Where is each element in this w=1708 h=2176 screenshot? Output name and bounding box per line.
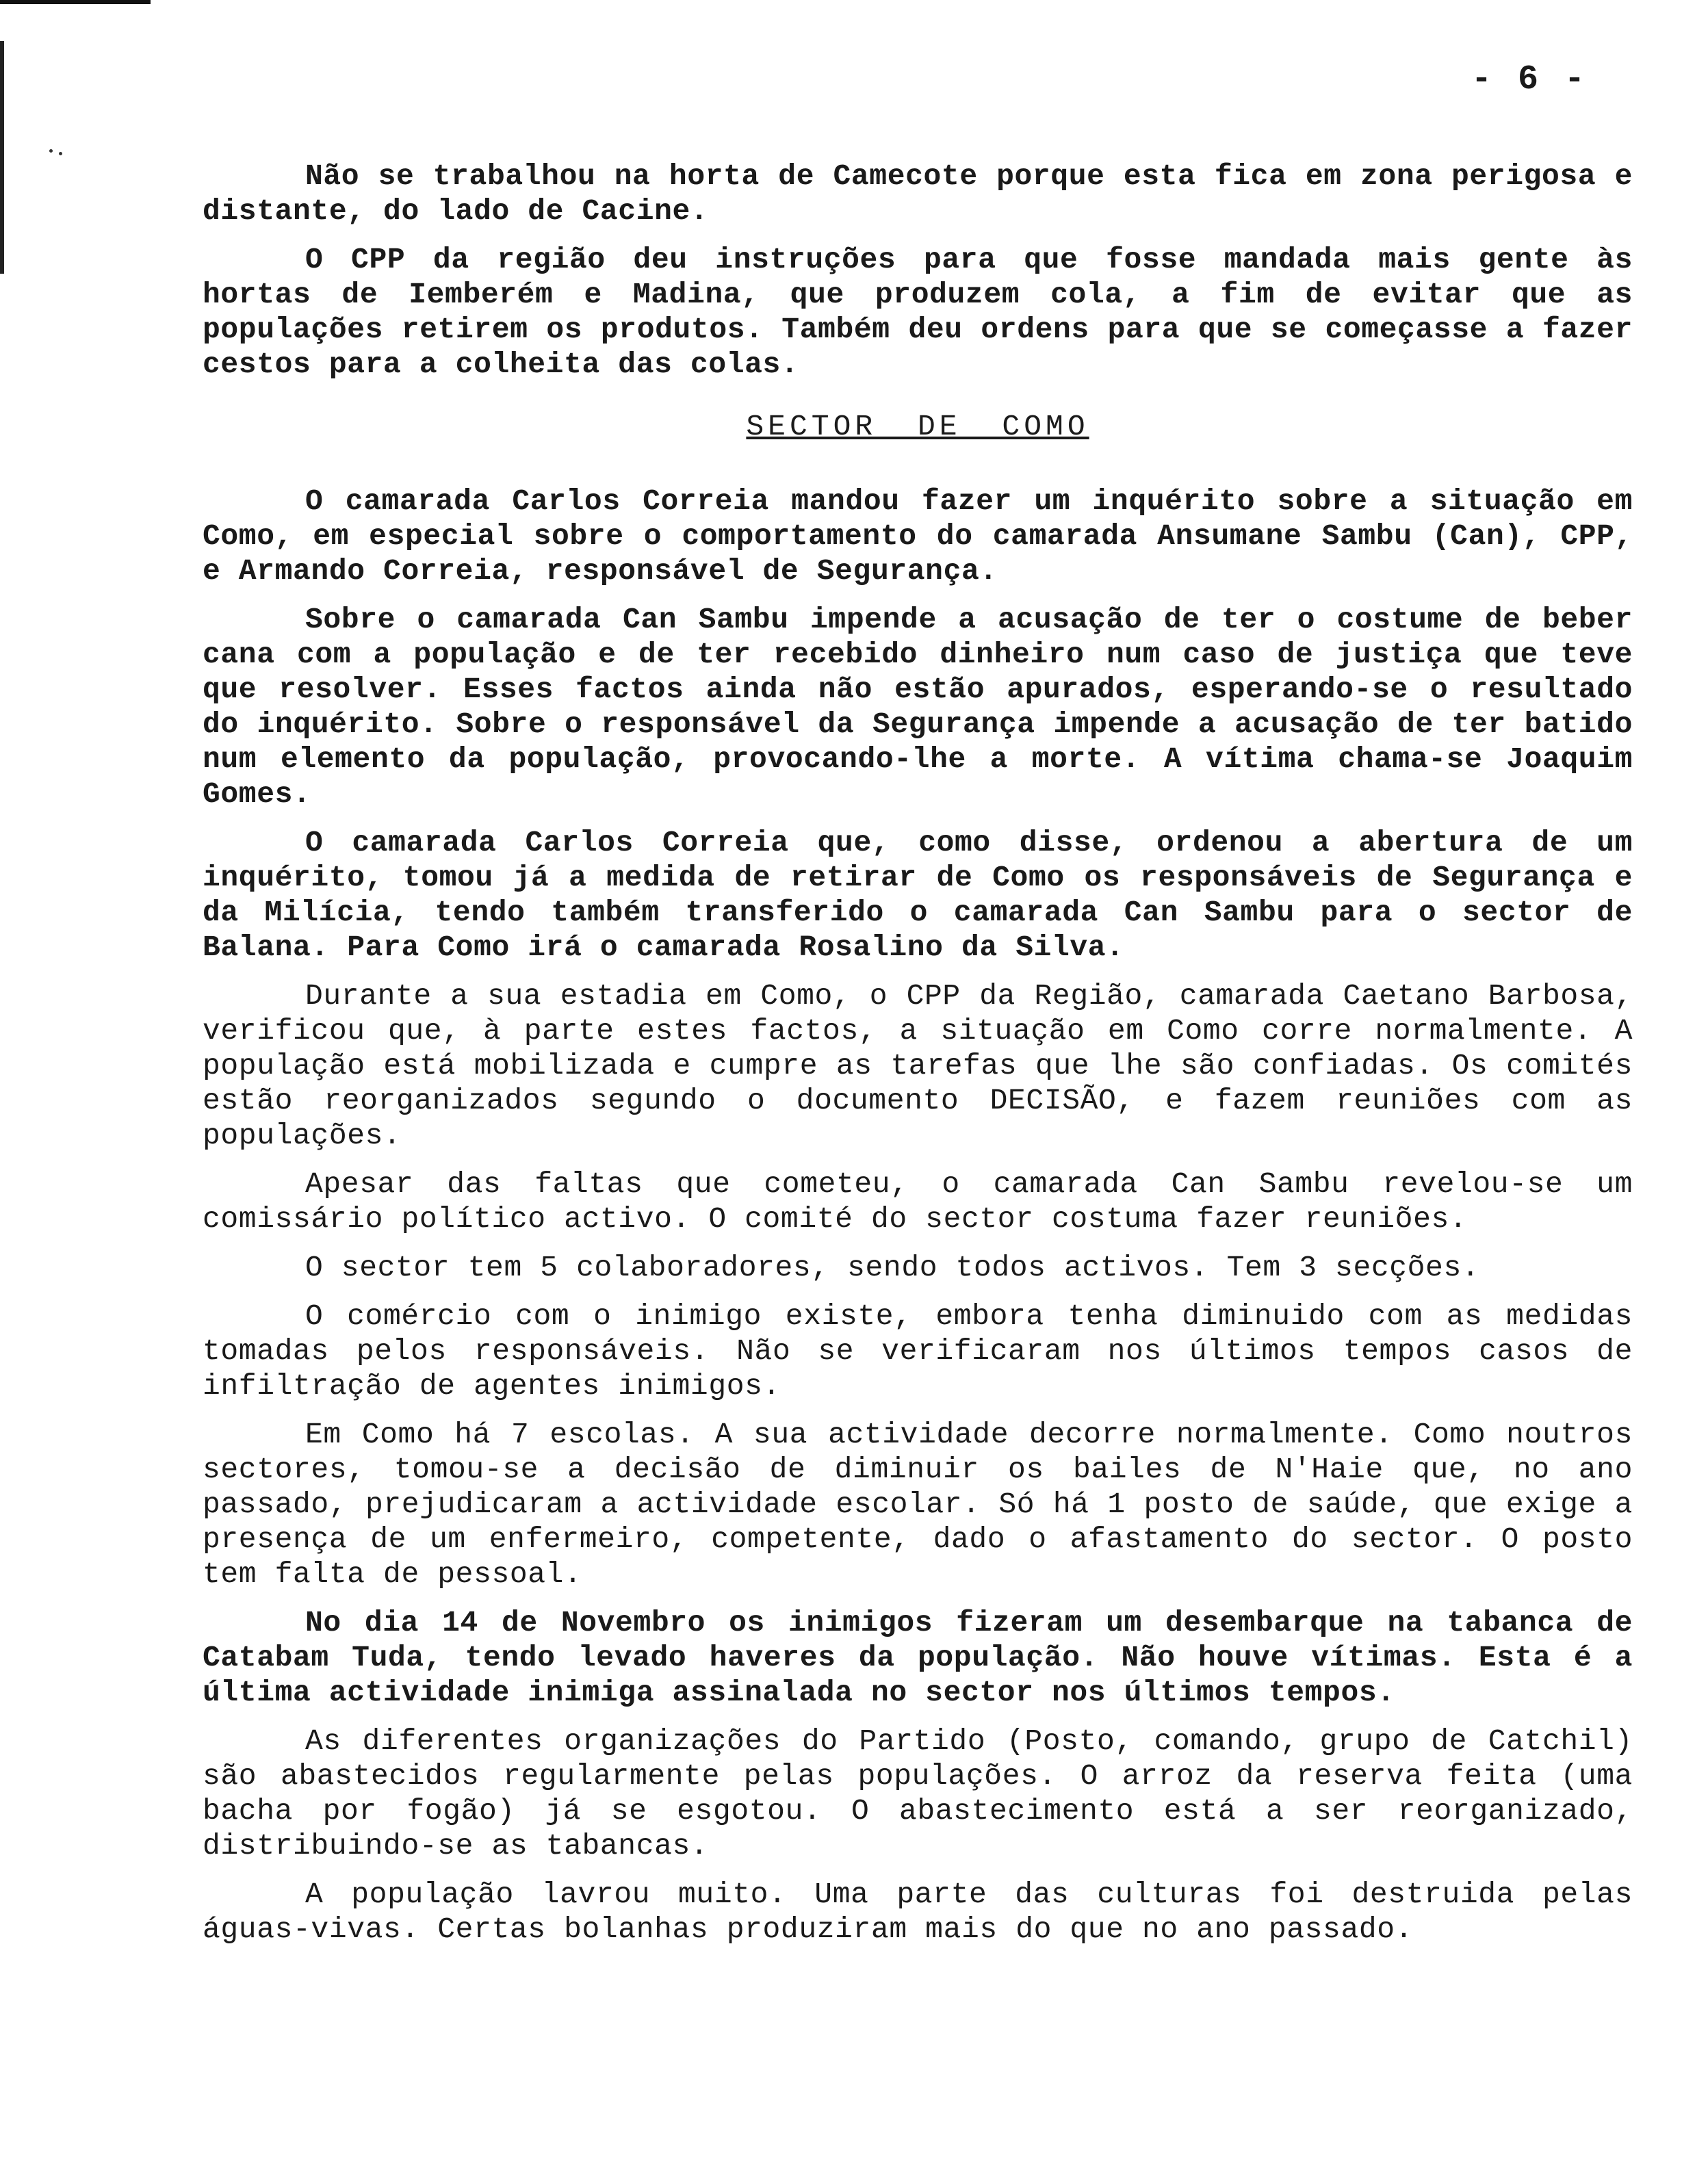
paragraph: O CPP da região deu instruções para que fosse mandada mais gente às hortas de Iemberém e Madina, que produzem cola, a fim de evitar que as populações retirem os produtos. Também deu ordens para que se começasse a fazer cestos para a colheita das colas. (203, 243, 1633, 381)
paragraph: A população lavrou muito. Uma parte das culturas foi destruida pelas águas-vivas. Certas bolanhas produziram mais do que no ano passado. (203, 1878, 1633, 1946)
scan-speck (49, 149, 53, 153)
paragraph: O sector tem 5 colaboradores, sendo todos activos. Tem 3 secções. (305, 1251, 1480, 1284)
section-heading: SECTOR DE COMO (746, 410, 1089, 443)
paragraph: O camarada Carlos Correia mandou fazer um inquérito sobre a situação em Como, em especial sobre o comportamento do camarada Ansumane Sambu (Can), CPP, e Armando Correia, responsável de Segurança. (203, 484, 1633, 588)
paragraph: No dia 14 de Novembro os inimigos fizeram um desembarque na tabanca de Catabam Tuda, tendo levado haveres da população. Não houve vítimas. Esta é a última actividade inimiga assinalada no sector nos últimos tempos. (203, 1606, 1633, 1709)
page-number: - 6 - (1471, 60, 1588, 99)
paragraph: O camarada Carlos Correia que, como disse, ordenou a abertura de um inquérito, tomou já a medida de retirar de Como os responsáveis de Segurança e da Milícia, tendo também transferido o camarada Can Sambu para o sector de Balana. Para Como irá o camarada Rosalino da Silva. (203, 826, 1633, 964)
paragraph: Durante a sua estadia em Como, o CPP da Região, camarada Caetano Barbosa, verificou que, à parte estes factos, a situação em Como corre normalmente. A população está mobilizada e cumpre as tarefas que lhe são confiadas. Os comités estão reorganizados segundo o documento DECISÃO, e fazem reuniões com as populações. (203, 979, 1633, 1152)
scan-edge-mark-left (0, 41, 4, 274)
paragraph: O comércio com o inimigo existe, embora tenha diminuido com as medidas tomadas pelos responsáveis. Não se verificaram nos últimos tempos casos de infiltração de agentes inimigos. (203, 1299, 1633, 1403)
scan-speck (59, 152, 62, 155)
paragraph: As diferentes organizações do Partido (Posto, comando, grupo de Catchil) são abastecidos regularmente pelas populações. O arroz da reserva feita (uma bacha por fogão) já se esgotou. O abastecimento está a ser reorganizado, distribuindo-se as tabancas. (203, 1724, 1633, 1863)
paragraph: Sobre o camarada Can Sambu impende a acusação de ter o costume de beber cana com a população e de ter recebido dinheiro num caso de justiça que teve que resolver. Esses factos ainda não estão apurados, esperando-se o resultado do inquérito. Sobre o responsável da Segurança impende a acusação de ter batido num elemento da população, provocando-lhe a morte. A vítima chama-se Joaquim Gomes. (203, 603, 1633, 811)
document-body (203, 159, 1633, 1947)
scan-edge-mark-top (0, 0, 151, 4)
paragraph: Em Como há 7 escolas. A sua actividade decorre normalmente. Como noutros sectores, tomou-se a decisão de diminuir os bailes de N'Haie que, no ano passado, prejudicaram a actividade escolar. Só há 1 posto de saúde, que exige a presença de um enfermeiro, competente, dado o afastamento do sector. O posto tem falta de pessoal. (203, 1418, 1633, 1591)
paragraph: Apesar das faltas que cometeu, o camarada Can Sambu revelou-se um comissário político activo. O comité do sector costuma fazer reuniões. (203, 1167, 1633, 1236)
paragraph: Não se trabalhou na horta de Camecote porque esta fica em zona perigosa e distante, do lado de Cacine. (203, 159, 1633, 228)
